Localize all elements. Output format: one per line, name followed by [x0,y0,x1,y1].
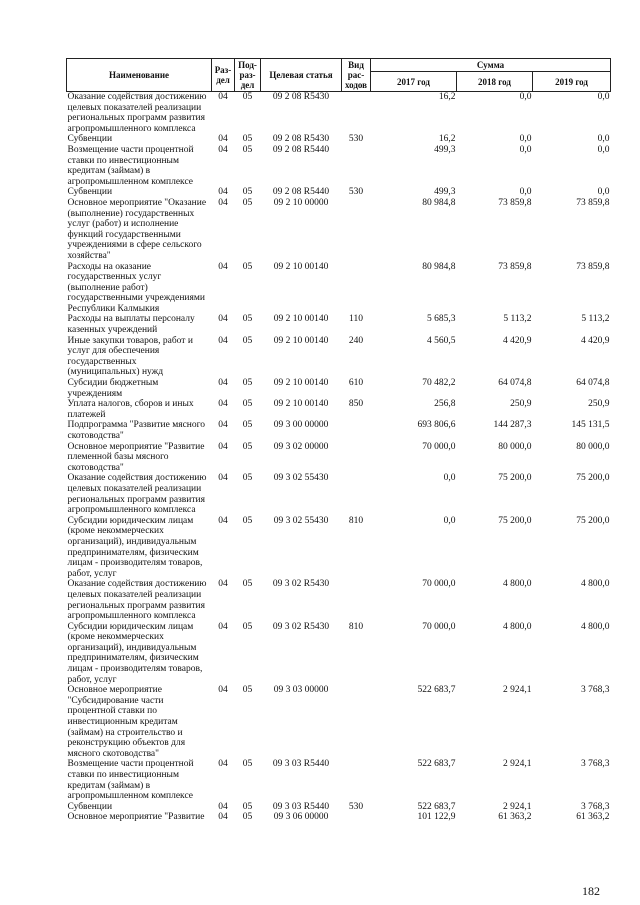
row-sum-2017: 522 683,7 [417,801,456,812]
row-name: Субвенции [67,187,113,198]
table-row [67,198,611,262]
row-vid-rashodov [342,92,371,135]
row-cel-statya: 09 3 02 55430 [273,473,329,484]
row-sum-2019: 80 000,0 [576,441,610,452]
row-name: Уплата налогов, сборов и иных платежей [67,399,194,420]
row-cel-statya: 09 3 02 R5430 [272,621,330,632]
row-razdel: 04 [218,134,228,145]
table-header [67,59,611,92]
row-sum-2019: 250,9 [588,399,610,410]
table-row [67,812,611,823]
row-razdel: 04 [218,812,228,823]
row-cel-statya: 09 2 10 00140 [273,314,329,325]
row-vid-rashodov [342,812,371,823]
row-sum-2017: 693 806,6 [417,420,456,431]
table-row [67,802,611,813]
row-name: Возмещение части процентной ставки по инвестиционным кредитам (займам) в агропромышленном комплексе [67,144,194,187]
row-razdel: 04 [218,685,228,696]
row-podrazdel: 05 [242,579,253,590]
row-sum-2018: 0,0 [519,92,532,102]
table-row [67,420,611,441]
row-podrazdel: 05 [242,441,253,452]
row-sum-2018: 4 420,9 [503,335,532,346]
row-vid-rashodov: 240 [348,335,364,346]
row-vid-rashodov [342,473,371,515]
row-sum-2017: 70 000,0 [422,441,456,452]
row-podrazdel: 05 [242,261,253,272]
row-sum-2019: 0,0 [597,144,610,155]
row-podrazdel: 05 [242,473,253,484]
row-podrazdel: 05 [242,197,253,208]
header-year-2019: 2019 год [533,72,611,92]
row-podrazdel: 05 [242,801,253,812]
row-cel-statya: 09 3 03 R5440 [272,801,330,812]
row-podrazdel: 05 [242,420,253,431]
row-vid-rashodov: 530 [348,134,364,145]
row-vid-rashodov: 810 [348,515,364,526]
row-sum-2018: 75 200,0 [498,515,532,526]
row-podrazdel: 05 [242,378,253,389]
row-sum-2017: 101 122,9 [417,812,456,823]
row-vid-rashodov: 610 [348,378,364,389]
row-razdel: 04 [218,261,228,272]
row-vid-rashodov [342,442,371,474]
row-sum-2018: 2 924,1 [503,685,532,696]
row-razdel: 04 [218,197,228,208]
row-vid-rashodov [342,420,371,441]
row-cel-statya: 09 2 10 00140 [273,399,329,410]
table-row [67,399,611,420]
row-cel-statya: 09 3 06 00000 [273,812,329,823]
row-podrazdel: 05 [242,515,253,526]
row-sum-2018: 2 924,1 [503,801,532,812]
row-cel-statya: 09 3 03 00000 [273,685,329,696]
row-vid-rashodov [342,262,371,315]
row-razdel: 04 [218,441,228,452]
row-sum-2017: 0,0 [443,515,456,526]
table-row [67,134,611,145]
table-row [67,473,611,515]
row-podrazdel: 05 [242,144,253,155]
row-cel-statya: 09 3 00 00000 [273,420,329,431]
row-sum-2017: 5 685,3 [427,314,456,325]
table-row [67,579,611,621]
row-razdel: 04 [218,378,228,389]
row-sum-2019: 4 800,0 [581,579,610,590]
row-cel-statya: 09 3 02 00000 [273,441,329,452]
row-podrazdel: 05 [242,759,253,770]
row-sum-2019: 64 074,8 [576,378,610,389]
row-sum-2018: 0,0 [519,144,532,155]
row-podrazdel: 05 [242,621,253,632]
row-name: Основное мероприятие "Развитие [67,812,205,823]
row-podrazdel: 05 [242,335,253,346]
row-name: Расходы на оказание государственных услуг (выполнение работ) государственными учреждениями Республики Калмыкия [67,261,205,314]
table-row [67,262,611,315]
row-name: Субсидии юридическим лицам (кроме некоммерческих организаций), индивидуальным предпринимателям, физическим лицам - производителям товаров, работ, услуг [67,621,203,685]
table-row [67,336,611,378]
header-razdel: Раз-дел [212,59,235,92]
row-cel-statya: 09 2 08 R5430 [272,92,330,102]
row-vid-rashodov [342,579,371,621]
table-row [67,759,611,801]
row-vid-rashodov [342,685,371,759]
row-sum-2019: 3 768,3 [581,759,610,770]
row-cel-statya: 09 2 10 00140 [273,378,329,389]
row-cel-statya: 09 3 03 R5440 [272,759,330,770]
row-sum-2019: 5 113,2 [581,314,610,325]
row-name: Оказание содействия достижению целевых показателей реализации региональных программ развития агропромышленного комплекса [67,92,207,134]
row-name: Подпрограмма "Развитие мясного скотоводства" [67,420,206,441]
row-sum-2018: 73 859,8 [498,261,532,272]
table-row [67,187,611,198]
row-cel-statya: 09 2 10 00000 [273,197,329,208]
row-sum-2018: 61 363,2 [498,812,532,823]
row-sum-2019: 0,0 [597,92,610,102]
header-name: Наименование [67,59,212,92]
row-name: Оказание содействия достижению целевых показателей реализации региональных программ развития агропромышленного комплекса [67,579,207,622]
header-vid-rashodov: Вид рас-ходов [342,59,371,92]
row-sum-2018: 5 113,2 [503,314,532,325]
row-razdel: 04 [218,579,228,590]
row-sum-2017: 70 000,0 [422,579,456,590]
row-razdel: 04 [218,314,228,325]
table-row [67,378,611,399]
row-razdel: 04 [218,759,228,770]
row-podrazdel: 05 [242,92,253,102]
table-body [67,92,611,823]
row-sum-2017: 256,8 [434,399,456,410]
row-sum-2018: 2 924,1 [503,759,532,770]
row-name: Возмещение части процентной ставки по инвестиционным кредитам (займам) в агропромышленном комплексе [67,759,194,802]
row-sum-2019: 4 420,9 [581,335,610,346]
row-vid-rashodov: 810 [348,621,364,632]
row-sum-2019: 73 859,8 [576,197,610,208]
table-row [67,442,611,474]
table-row [67,622,611,686]
row-sum-2018: 73 859,8 [498,197,532,208]
row-sum-2017: 16,2 [438,92,456,102]
row-sum-2019: 73 859,8 [576,261,610,272]
row-razdel: 04 [218,335,228,346]
row-sum-2017: 80 984,8 [422,197,456,208]
row-name: Субвенции [67,801,113,812]
row-sum-2017: 4 560,5 [427,335,456,346]
row-cel-statya: 09 2 08 R5440 [272,144,330,155]
row-vid-rashodov: 110 [349,314,363,325]
row-razdel: 04 [218,621,228,632]
row-podrazdel: 05 [242,134,253,145]
row-sum-2018: 144 287,3 [493,420,532,431]
row-sum-2018: 64 074,8 [498,378,532,389]
row-name: Субсидии юридическим лицам (кроме некоммерческих организаций), индивидуальным предпринимателям, физическим лицам - производителям товаров, работ, услуг [67,515,203,579]
row-name: Субсидии бюджетным учреждениям [67,378,159,399]
row-vid-rashodov: 530 [348,187,364,198]
row-cel-statya: 09 2 08 R5440 [272,187,330,198]
row-podrazdel: 05 [242,685,253,696]
row-sum-2017: 499,3 [434,187,456,198]
row-sum-2017: 16,2 [438,134,456,145]
row-sum-2019: 0,0 [597,134,610,145]
row-podrazdel: 05 [242,314,253,325]
row-razdel: 04 [218,473,228,484]
row-sum-2019: 61 363,2 [576,812,610,823]
row-sum-2019: 75 200,0 [576,473,610,484]
row-razdel: 04 [218,144,228,155]
table-row [67,314,611,335]
header-podrazdel: Под-раз-дел [235,59,261,92]
row-sum-2017: 522 683,7 [417,759,456,770]
row-razdel: 04 [218,515,228,526]
row-name: Основное мероприятие "Развитие племенной базы мясного скотоводства" [67,441,205,473]
row-podrazdel: 05 [242,399,253,410]
page-number: 182 [582,884,600,898]
header-summa: Сумма [371,59,611,72]
row-name: Оказание содействия достижению целевых показателей реализации региональных программ развития агропромышленного комплекса [67,473,207,516]
row-sum-2018: 250,9 [510,399,532,410]
row-sum-2017: 499,3 [434,144,456,155]
row-sum-2018: 0,0 [519,187,532,198]
row-sum-2019: 145 131,5 [571,420,610,431]
row-name: Иные закупки товаров, работ и услуг для обеспечения государственных (муниципальных) нужд [67,335,193,378]
row-podrazdel: 05 [242,812,253,823]
row-name: Основное мероприятие "Оказание (выполнение) государственных услуг (работ) и исполнение функций государственными учреждениями в сфере сельского хозяйства" [67,197,207,261]
row-podrazdel: 05 [242,187,253,198]
row-cel-statya: 09 3 02 55430 [273,515,329,526]
row-cel-statya: 09 2 10 00140 [273,335,329,346]
row-sum-2017: 80 984,8 [422,261,456,272]
row-cel-statya: 09 3 02 R5430 [272,579,330,590]
row-sum-2019: 0,0 [597,187,610,198]
row-razdel: 04 [218,399,228,410]
row-vid-rashodov: 530 [348,801,364,812]
row-vid-rashodov [342,759,371,801]
row-sum-2018: 0,0 [519,134,532,145]
header-year-2017: 2017 год [371,72,457,92]
table-row [67,516,611,580]
row-vid-rashodov [342,145,371,187]
row-name: Расходы на выплаты персоналу казенных учреждений [67,314,195,336]
row-sum-2018: 75 200,0 [498,473,532,484]
row-cel-statya: 09 2 08 R5430 [272,134,330,145]
row-sum-2018: 4 800,0 [503,579,532,590]
row-sum-2019: 4 800,0 [581,621,610,632]
row-sum-2017: 522 683,7 [417,685,456,696]
row-razdel: 04 [218,92,228,102]
header-year-2018: 2018 год [457,72,533,92]
budget-table [66,58,611,823]
row-sum-2017: 70 482,2 [422,378,456,389]
row-cel-statya: 09 2 10 00140 [273,261,329,272]
row-sum-2019: 3 768,3 [581,685,610,696]
row-sum-2018: 4 800,0 [503,621,532,632]
row-sum-2019: 3 768,3 [581,801,610,812]
header-cel-statya: Целевая статья [261,59,342,92]
row-name: Основное мероприятие "Субсидирование части процентной ставки по инвестиционным кредитам (займам) на строительство и реконструкцию объектов для мясного скотоводства" [67,685,186,759]
table-row [67,92,611,135]
table-row [67,145,611,187]
row-vid-rashodov: 850 [348,399,364,410]
row-razdel: 04 [218,187,228,198]
row-sum-2017: 70 000,0 [422,621,456,632]
row-razdel: 04 [218,801,228,812]
row-sum-2019: 75 200,0 [576,515,610,526]
row-name: Субвенции [67,134,113,145]
row-razdel: 04 [218,420,228,431]
row-vid-rashodov [342,198,371,262]
table-row [67,685,611,759]
row-sum-2017: 0,0 [443,473,456,484]
row-sum-2018: 80 000,0 [498,441,532,452]
